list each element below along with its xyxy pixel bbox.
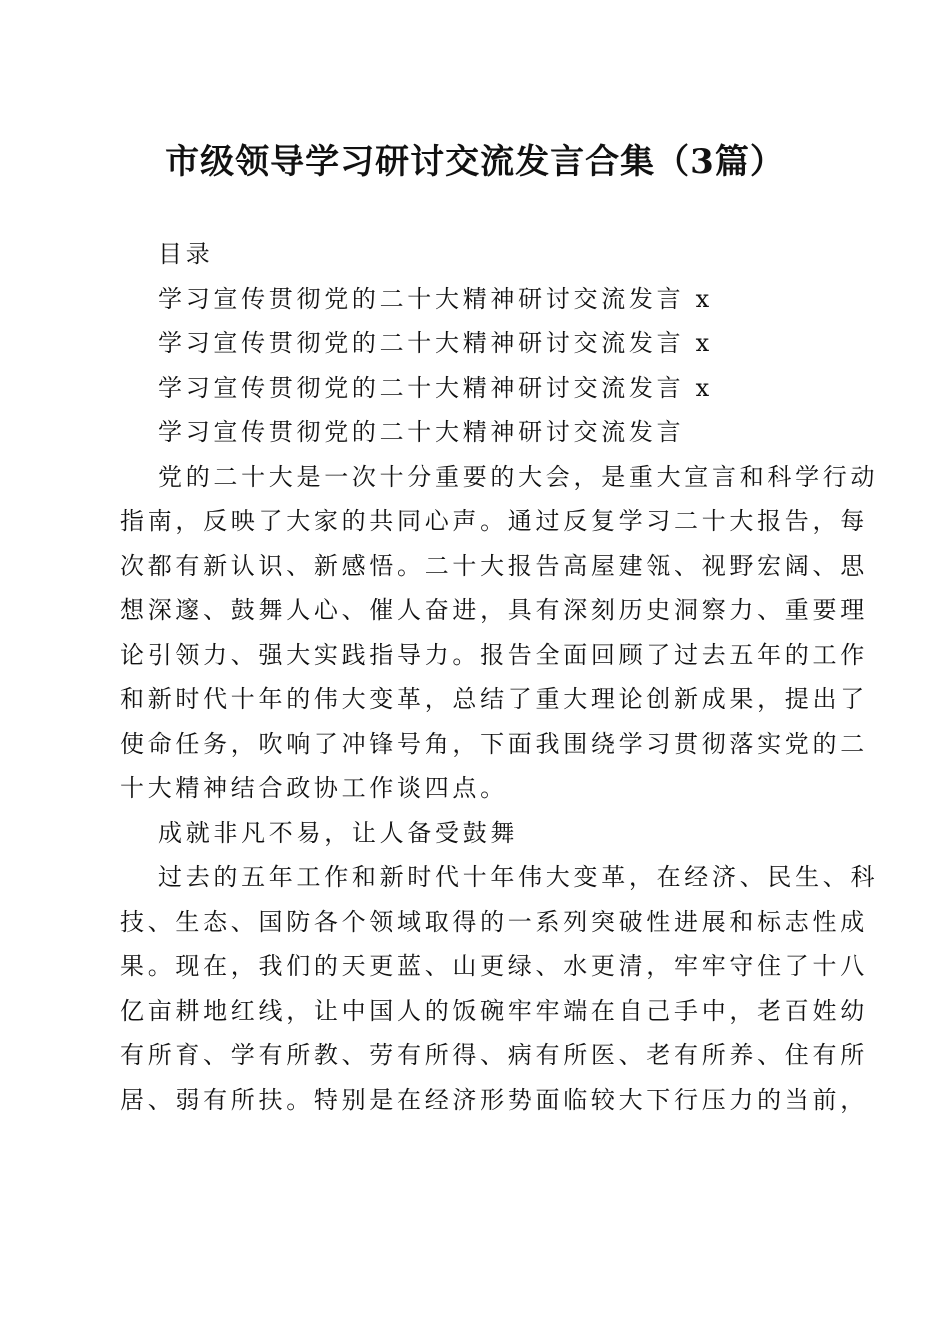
toc-item[interactable]: 学习宣传贯彻党的二十大精神研讨交流发言 x [158, 284, 713, 313]
paragraph-line: 有所育、学有所教、劳有所得、病有所医、老有所养、住有所 [120, 1041, 868, 1069]
paragraph-line: 使命任务，吹响了冲锋号角，下面我围绕学习贯彻落实党的二 [120, 729, 868, 758]
paragraph-line: 党的二十大是一次十分重要的大会，是重大宣言和科学行动 [158, 462, 879, 491]
section-heading: 成就非凡不易，让人备受鼓舞 [158, 818, 519, 847]
paragraph-line: 论引领力、强大实践指导力。报告全面回顾了过去五年的工作 [120, 640, 868, 669]
document-title: 市级领导学习研讨交流发言合集（3篇） [165, 142, 785, 182]
paragraph-line: 居、弱有所扶。特别是在经济形势面临较大下行压力的当前， [120, 1085, 868, 1114]
paragraph-line: 技、生态、国防各个领域取得的一系列突破性进展和标志性成 [120, 907, 868, 936]
toc-item[interactable]: 学习宣传贯彻党的二十大精神研讨交流发言 x [158, 373, 713, 402]
toc-heading: 目录 [158, 240, 214, 268]
document-body [120, 232, 879, 1122]
paragraph-line: 亿亩耕地红线，让中国人的饭碗牢牢端在自己手中，老百姓幼 [120, 996, 868, 1025]
paragraph-line: 十大精神结合政协工作谈四点。 [120, 774, 508, 802]
paragraph-line: 指南，反映了大家的共同心声。通过反复学习二十大报告，每 [120, 507, 868, 535]
paragraph-line: 想深邃、鼓舞人心、催人奋进，具有深刻历史洞察力、重要理 [120, 596, 868, 624]
paragraph-line: 果。现在，我们的天更蓝、山更绿、水更清，牢牢守住了十八 [120, 952, 868, 980]
article-title: 学习宣传贯彻党的二十大精神研讨交流发言 [158, 418, 685, 446]
paragraph-line: 过去的五年工作和新时代十年伟大变革，在经济、民生、科 [158, 863, 879, 891]
toc-item[interactable]: 学习宣传贯彻党的二十大精神研讨交流发言 x [158, 329, 713, 357]
paragraph-line: 次都有新认识、新感悟。二十大报告高屋建瓴、视野宏阔、思 [120, 551, 868, 580]
paragraph-line: 和新时代十年的伟大变革，总结了重大理论创新成果，提出了 [120, 685, 868, 713]
